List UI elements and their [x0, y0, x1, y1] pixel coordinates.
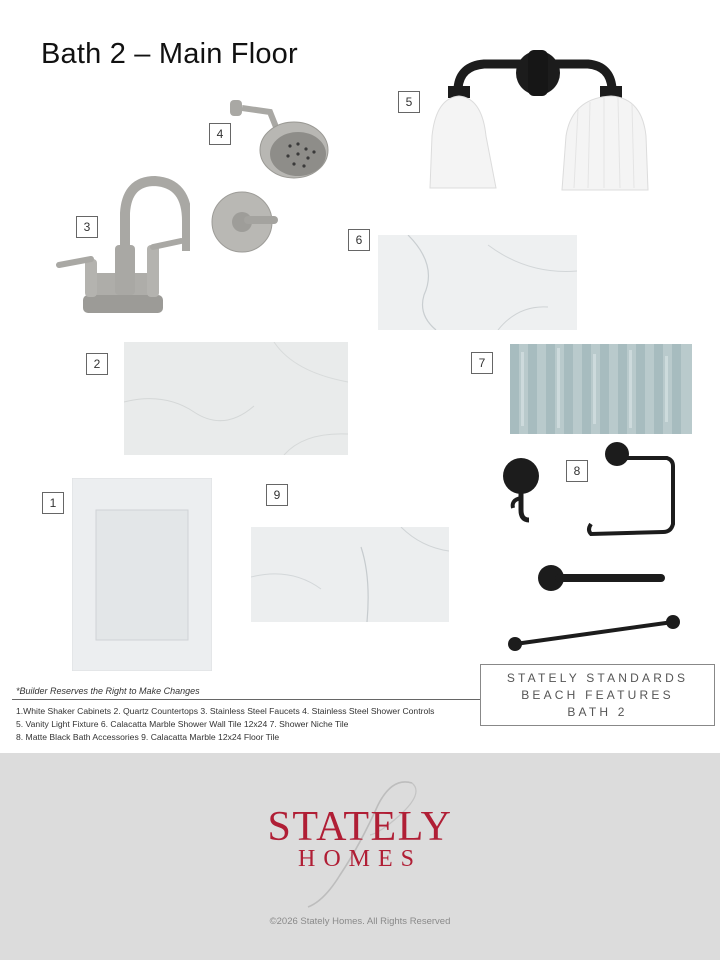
- standards-box: [480, 664, 715, 726]
- niche-tile-swatch: [510, 344, 692, 434]
- brand-name-line-1: STATELY: [267, 804, 453, 850]
- marble-wall-tile-swatch: [378, 235, 577, 330]
- legend-divider: [12, 699, 480, 700]
- shower-controls-image: [210, 94, 340, 254]
- item-2-marker: 2: [86, 353, 108, 375]
- bath-accessories-image: [495, 438, 690, 658]
- shaker-cabinet-swatch: [72, 478, 212, 671]
- legend-line-1: 1.White Shaker Cabinets 2. Quartz Countertops 3. Stainless Steel Faucets 4. Stainless Steel Shower Controls: [16, 706, 435, 716]
- item-6-marker: 6: [348, 229, 370, 251]
- quartz-countertop-swatch: [124, 342, 348, 455]
- item-5-marker: 5: [398, 91, 420, 113]
- standards-line-1: STATELY STANDARDS: [506, 670, 689, 685]
- faucet-image: [55, 175, 190, 320]
- vanity-light-image: [418, 40, 653, 195]
- item-4-marker: 4: [209, 123, 231, 145]
- standards-line-3: BATH 2: [567, 704, 628, 719]
- marble-floor-tile-swatch: [251, 527, 449, 622]
- disclaimer-text: *Builder Reserves the Right to Make Changes: [16, 686, 200, 696]
- item-9-marker: 9: [266, 484, 288, 506]
- page-title: Bath 2 – Main Floor: [41, 38, 298, 70]
- item-1-marker: 1: [42, 492, 64, 514]
- copyright-text: ©2026 Stately Homes. All Rights Reserved: [269, 916, 451, 927]
- item-8-marker: 8: [566, 460, 588, 482]
- legend-line-2: 5. Vanity Light Fixture 6. Calacatta Marble Shower Wall Tile 12x24 7. Shower Niche Tile: [16, 719, 349, 729]
- standards-line-2: BEACH FEATURES: [521, 687, 674, 702]
- legend-line-3: 8. Matte Black Bath Accessories 9. Calacatta Marble 12x24 Floor Tile: [16, 732, 280, 742]
- item-3-marker: 3: [76, 216, 98, 238]
- brand-name-line-2: HOMES: [297, 846, 422, 872]
- item-7-marker: 7: [471, 352, 493, 374]
